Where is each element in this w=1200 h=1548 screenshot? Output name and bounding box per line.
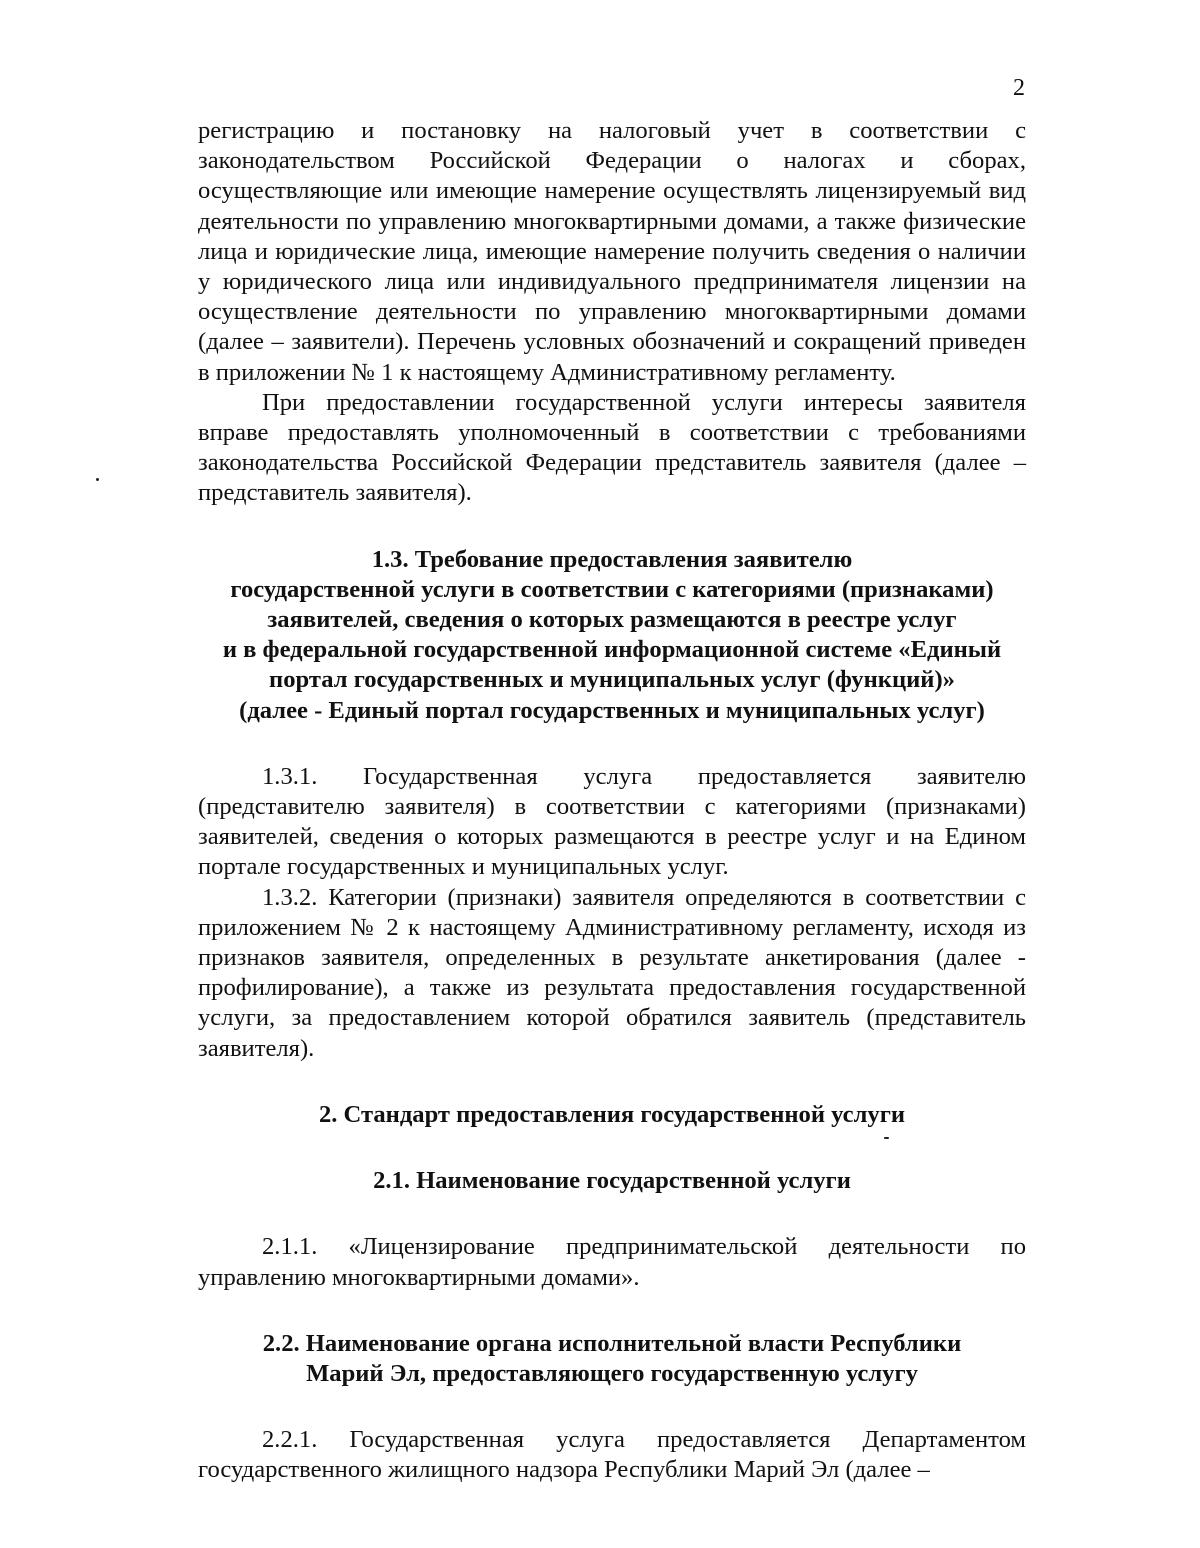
heading-line: (далее - Единый портал государственных и муниципальных услуг) (239, 696, 985, 724)
paragraph-1-3-2: 1.3.2. Категории (признаки) заявителя определяются в соответствии с приложением № 2 к настоящему Административному регламенту, исходя из признаков заявителя, определенных в результате анкетирования (далее - профилирование), а также из результата предоставления государственной услуги, за предоставлением которой обратился заявитель (представитель заявителя). (198, 883, 1026, 1062)
heading-line: портал государственных и муниципальных услуг (функций)» (269, 666, 955, 694)
paragraph-representative: При предоставлении государственной услуги интересы заявителя вправе предоставлять уполномоченный в соответствии с требованиями законодательства Российской Федерации представитель заявителя (далее – представитель заявителя). (198, 388, 1026, 507)
paragraph-applicants: регистрацию и постановку на налоговый учет в соответствии с законодательством Российской Федерации о налогах и сборах, осуществляющие или имеющие намерение осуществлять лицензируемый вид деятельности по управлению многоквартирными домами, а также физические лица и юридические лица, имеющие намерение получить сведения о наличии у юридического лица или индивидуального предпринимателя лицензии на осуществление деятельности по управлению многоквартирными домами (далее – заявители). Перечень условных обозначений и сокращений приведен в приложении № 1 к настоящему Административному регламенту. (198, 117, 1026, 386)
heading-2-1: 2.1. Наименование государственной услуги (373, 1167, 851, 1195)
heading-1-3 (198, 545, 1026, 726)
heading-line: 2.2. Наименование органа исполнительной власти Республики (262, 1329, 962, 1357)
heading-line: государственной услуги в соответствии с категориями (признаками) (230, 575, 994, 603)
heading-line: Марий Эл, предоставляющего государственную услугу (306, 1359, 918, 1387)
heading-2-2 (198, 1329, 1026, 1389)
paragraph-2-1-1: 2.1.1. «Лицензирование предпринимательской деятельности по управлению многоквартирными домами». (198, 1233, 1026, 1291)
heading-line: и в федеральной государственной информационной системе «Единый (222, 636, 1002, 664)
paragraph-1-3-1: 1.3.1. Государственная услуга предоставляется заявителю (представителю заявителя) в соответствии с категориями (признаками) заявителей, сведения о которых размещаются в реестре услуг и на Едином портале государственных и муниципальных услуг. (198, 762, 1026, 881)
heading-line: заявителей, сведения о которых размещаются в реестре услуг (267, 606, 957, 634)
paragraph-2-2-1: 2.2.1. Государственная услуга предоставляется Департаментом государственного жилищного надзора Республики Марий Эл (далее – (198, 1426, 1026, 1484)
scan-speck (96, 478, 99, 481)
heading-2: 2. Стандарт предоставления государственной услуги (318, 1100, 906, 1128)
document-body (198, 116, 1026, 1486)
heading-line: 1.3. Требование предоставления заявителю (371, 545, 853, 573)
page-number: 2 (1013, 75, 1025, 101)
